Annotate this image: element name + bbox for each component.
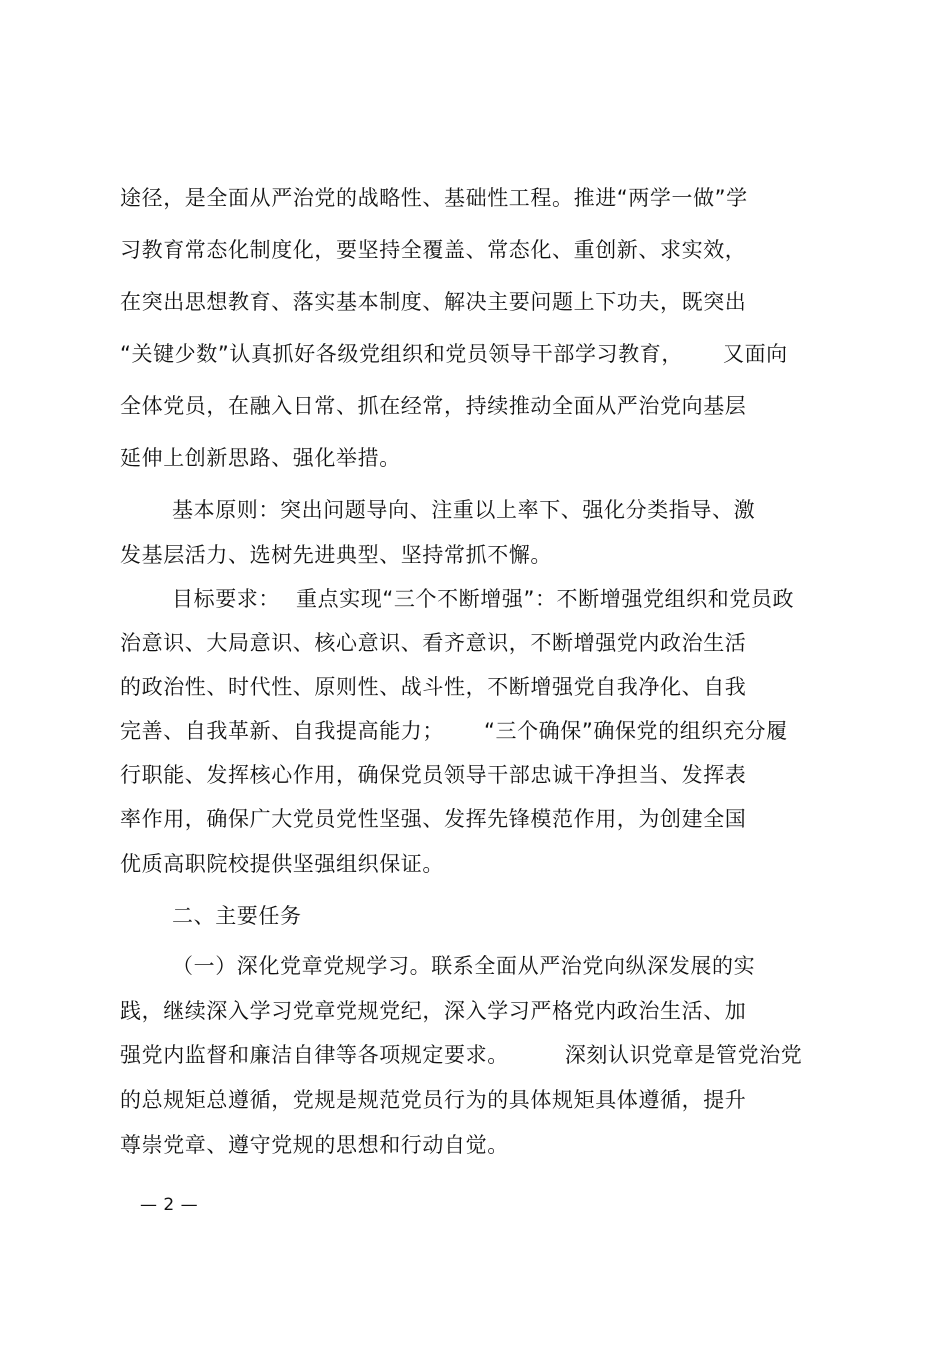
text-line: 尊崇党章、遵守党规的思想和行动自觉。 [120,1133,509,1157]
text-line [172,584,794,614]
text-line: 的总规矩总遵循，党规是规范党员行为的具体规矩具体遵循，提升 [120,1088,747,1112]
text-segment: 强党内监督和廉洁自律等各项规定要求。 [120,1043,509,1067]
text-line: 的政治性、时代性、原则性、战斗性，不断增强党自我净化、自我 [120,675,747,699]
text-segment: “三个确保”确保党的组织充分履 [484,719,788,743]
text-segment: 目标要求： [172,587,280,611]
text-line: 优质高职院校提供坚强组织保证。 [120,852,444,876]
text-line [120,716,788,746]
text-segment: “关键少数”认真抓好各级党组织和党员领导干部学习教育， [120,342,683,366]
text-line [120,1040,802,1070]
page-number: — 2 — [140,1195,199,1215]
text-line: 全体党员，在融入日常、抓在经常，持续推动全面从严治党向基层 [120,394,747,418]
text-line: 发基层活力、选树先进典型、坚持常抓不懈。 [120,543,552,567]
text-line [120,339,788,369]
text-line: 习教育常态化制度化，要坚持全覆盖、常态化、重创新、求实效， [120,238,747,262]
text-line: 在突出思想教育、落实基本制度、解决主要问题上下功夫，既突出 [120,290,747,314]
section-heading: 二、主要任务 [172,904,302,928]
text-line: 行职能、发挥核心作用，确保党员领导干部忠诚干净担当、发挥表 [120,763,747,787]
text-line: 延伸上创新思路、强化举措。 [120,446,401,470]
text-segment: 重点实现“三个不断增强”：不断增强党组织和党员政 [296,587,795,611]
text-segment: 深刻认识党章是管党治党 [564,1043,803,1067]
text-segment: 完善、自我革新、自我提高能力； [120,719,444,743]
text-segment: 又面向 [722,342,788,366]
text-line: 率作用，确保广大党员党性坚强、发挥先锋模范作用，为创建全国 [120,807,747,831]
text-line: （一）深化党章党规学习。联系全面从严治党向纵深发展的实 [172,954,756,978]
text-line: 践，继续深入学习党章党规党纪，深入学习严格党内政治生活、加 [120,999,747,1023]
text-line: 治意识、大局意识、核心意识、看齐意识，不断增强党内政治生活 [120,631,747,655]
text-line: 途径，是全面从严治党的战略性、基础性工程。推进“两学一做”学 [120,186,748,210]
text-line: 基本原则：突出问题导向、注重以上率下、强化分类指导、激 [172,498,756,522]
